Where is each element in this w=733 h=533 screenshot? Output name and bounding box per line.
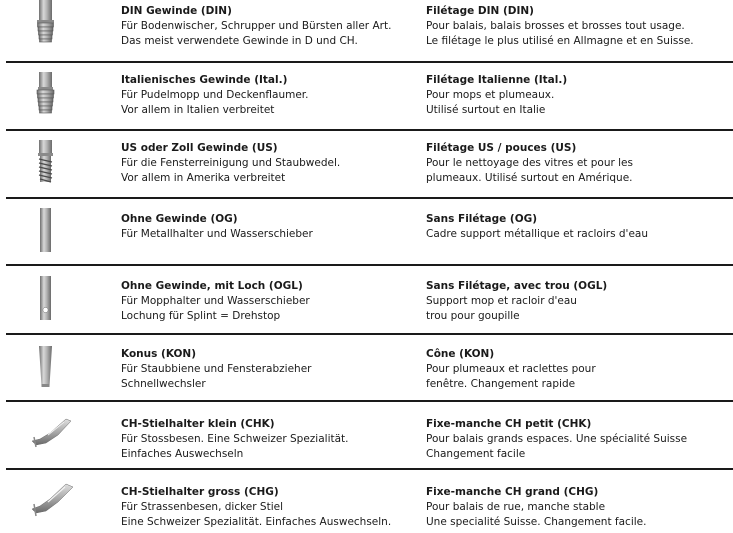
de-title: CH-Stielhalter gross (CHG)	[121, 486, 279, 498]
de-title: Konus (KON)	[121, 348, 196, 360]
row-divider	[6, 333, 733, 335]
fr-line: Utilisé surtout en Italie	[426, 104, 546, 116]
fr-line: Cadre support métallique et racloirs d'eau	[426, 228, 648, 240]
fr-title: Fixe-manche CH petit (CHK)	[426, 418, 592, 430]
fr-title: Cône (KON)	[426, 348, 495, 360]
de-line: Einfaches Auswechseln	[121, 448, 244, 460]
ch-holder-large-icon	[28, 481, 78, 521]
de-line: Für Strassenbesen, dicker Stiel	[121, 501, 284, 513]
de-title: DIN Gewinde (DIN)	[121, 5, 232, 17]
din-thread-icon	[22, 0, 72, 48]
fr-title: Filétage US / pouces (US)	[426, 142, 577, 154]
row-divider	[6, 197, 733, 199]
de-line: Für Metallhalter und Wasserschieber	[121, 228, 313, 240]
no-thread-icon	[22, 206, 72, 254]
de-line: Das meist verwendete Gewinde in D und CH.	[121, 35, 358, 47]
cone-icon	[22, 344, 72, 392]
fr-line: fenêtre. Changement rapide	[426, 378, 576, 390]
row-divider	[6, 61, 733, 63]
row-divider	[6, 400, 733, 402]
de-line: Für Pudelmopp und Deckenflaumer.	[121, 89, 309, 101]
de-title: Italienisches Gewinde (Ital.)	[121, 74, 288, 86]
row-divider	[6, 129, 733, 131]
us-thread-icon	[22, 138, 72, 186]
row-divider	[6, 468, 733, 470]
de-line: Vor allem in Italien verbreitet	[121, 104, 275, 116]
de-line: Eine Schweizer Spezialität. Einfaches Auswechseln.	[121, 516, 392, 528]
de-line: Für Staubbiene und Fensterabzieher	[121, 363, 312, 375]
fr-title: Filétage DIN (DIN)	[426, 5, 534, 17]
de-line: Für Bodenwischer, Schrupper und Bürsten aller Art.	[121, 20, 392, 32]
no-thread-hole-icon	[22, 274, 72, 322]
de-line: Für Mopphalter und Wasserschieber	[121, 295, 310, 307]
de-line: Für Stossbesen. Eine Schweizer Spezialität.	[121, 433, 349, 445]
fr-title: Fixe-manche CH grand (CHG)	[426, 486, 599, 498]
de-line: Vor allem in Amerika verbreitet	[121, 172, 286, 184]
fr-line: Une specialité Suisse. Changement facile.	[426, 516, 647, 528]
fr-line: Pour balais grands espaces. Une spécialité Suisse	[426, 433, 688, 445]
fr-line: Pour le nettoyage des vitres et pour les	[426, 157, 633, 169]
italian-thread-icon	[22, 70, 72, 118]
de-line: Schnellwechsler	[121, 378, 206, 390]
fr-line: Changement facile	[426, 448, 526, 460]
de-line: Für die Fensterreinigung und Staubwedel.	[121, 157, 341, 169]
ch-holder-small-icon	[28, 415, 78, 455]
de-line: Lochung für Splint = Drehstop	[121, 310, 281, 322]
fr-line: Pour balais de rue, manche stable	[426, 501, 606, 513]
de-title: Ohne Gewinde (OG)	[121, 213, 238, 225]
de-title: US oder Zoll Gewinde (US)	[121, 142, 278, 154]
fr-title: Filétage Italienne (Ital.)	[426, 74, 568, 86]
fr-title: Sans Filétage, avec trou (OGL)	[426, 280, 608, 292]
fr-line: Pour plumeaux et raclettes pour	[426, 363, 596, 375]
fr-line: Support mop et racloir d'eau	[426, 295, 577, 307]
fr-line: Pour mops et plumeaux.	[426, 89, 555, 101]
de-title: Ohne Gewinde, mit Loch (OGL)	[121, 280, 303, 292]
fr-title: Sans Filétage (OG)	[426, 213, 538, 225]
de-title: CH-Stielhalter klein (CHK)	[121, 418, 275, 430]
fr-line: plumeaux. Utilisé surtout en Amérique.	[426, 172, 633, 184]
fr-line: Le filétage le plus utilisé en Allmagne et en Suisse.	[426, 35, 694, 47]
row-divider	[6, 264, 733, 266]
fr-line: trou pour goupille	[426, 310, 520, 322]
fr-line: Pour balais, balais brosses et brosses tout usage.	[426, 20, 685, 32]
